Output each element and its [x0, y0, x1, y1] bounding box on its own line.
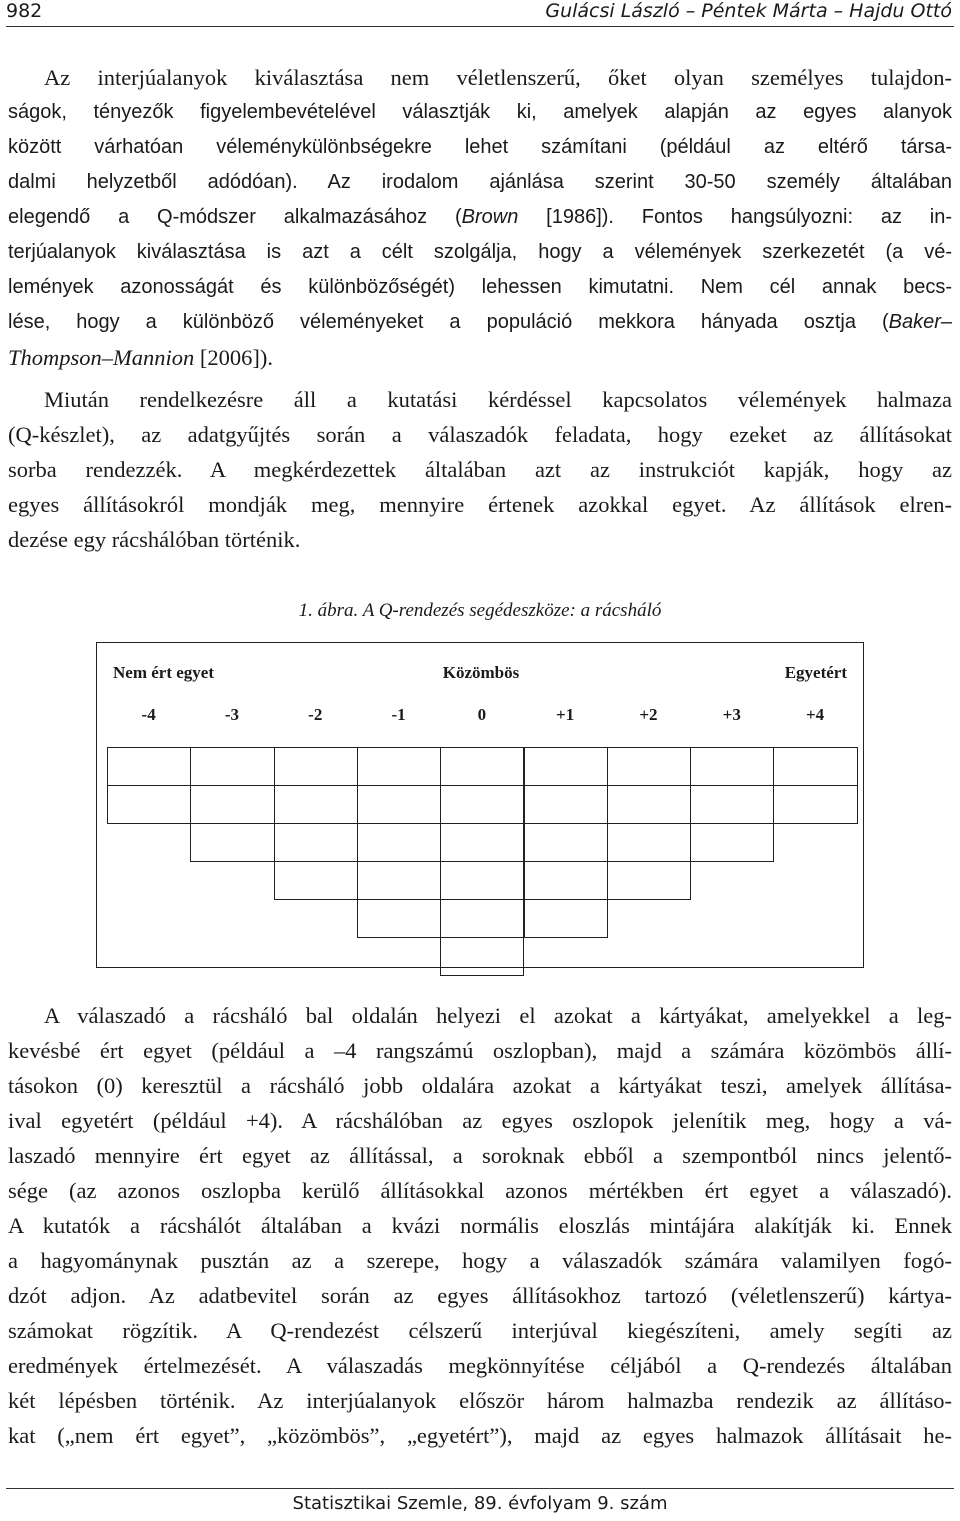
text-line: egyes állításokról mondják meg, mennyire értenek azokkal egyet. Az állítások elren-	[8, 492, 952, 517]
scale-value: +3	[722, 705, 741, 724]
journal-footer: Statisztikai Szemle, 89. évfolyam 9. szám	[292, 1493, 668, 1514]
grid-cell	[440, 823, 524, 862]
text-fragment: [2006]).	[194, 345, 273, 370]
grid-cell	[524, 899, 608, 938]
text-line: ival egyetért (például +4). A rácshálóban az egyes oszlopok jelenítik meg, hogy a vá-	[8, 1108, 952, 1133]
paragraph-1	[8, 60, 952, 375]
grid-cell	[607, 747, 691, 786]
scale-value: 0	[477, 705, 487, 724]
grid-cell	[357, 747, 441, 786]
grid-cell	[440, 937, 524, 976]
grid-cell	[357, 861, 441, 900]
grid-cell	[440, 785, 524, 824]
figure-caption: 1. ábra. A Q-rendezés segédeszköze: a rácsháló	[298, 600, 662, 621]
text-line: Az interjúalanyok kiválasztása nem véletlenszerű, őket olyan személyes tulajdon-	[44, 65, 952, 90]
text-line: A válaszadó a rácsháló bal oldalán helyezi el azokat a kártyákat, amelyekkel a leg-	[44, 1003, 952, 1028]
grid-cell	[357, 785, 441, 824]
grid-cell	[524, 861, 608, 900]
text-line: dzót adjon. Az adatbevitel során az egyes állításokhoz tartozó (véletlenszerű) kártya-	[8, 1283, 952, 1308]
scale-value: -2	[308, 705, 323, 724]
grid-cell	[107, 785, 191, 824]
grid-cell	[107, 747, 191, 786]
text-line	[8, 200, 952, 235]
text-line: Miután rendelkezésre áll a kutatási kérdéssel kapcsolatos vélemények halmaza	[44, 387, 952, 412]
grid-cell	[690, 785, 774, 824]
grid-cell	[440, 747, 524, 786]
grid-cell	[440, 861, 524, 900]
grid-cell	[190, 747, 274, 786]
grid-cell	[524, 823, 608, 862]
grid-cell	[274, 861, 358, 900]
q-sort-grid-figure	[96, 642, 864, 968]
text-line: dalmi helyzetből adódóan). Az irodalom ajánlása szerint 30-50 személy általában	[8, 171, 952, 193]
text-line: dezése egy rácshálóban történik.	[8, 527, 301, 552]
header-divider	[6, 26, 954, 27]
text-line	[8, 340, 952, 375]
citation-author: Baker–	[888, 311, 952, 333]
grid-cell	[773, 747, 857, 786]
text-line: két lépésben történik. Az interjúalanyok először három halmazba rendezik az állításo-	[8, 1388, 952, 1413]
text-line: sorba rendezzék. A megkérdezettek általában azt az instrukciót kapják, hogy az	[8, 457, 952, 482]
scale-value: +1	[556, 705, 575, 724]
text-fragment: [1986]). Fontos hangsúlyozni: az in-	[518, 206, 952, 228]
grid-cell	[440, 899, 524, 938]
grid-cell	[274, 747, 358, 786]
grid-cell	[190, 823, 274, 862]
grid-cell	[357, 899, 441, 938]
text-line: lemények azonosságát és különbözőségét) lehessen kimutatni. Nem cél annak becs-	[8, 276, 952, 298]
text-line: ságok, tényezők figyelembevételével választják ki, amelyek alapján az egyes alanyok	[8, 101, 952, 123]
grid-cell	[524, 747, 608, 786]
grid-cell	[607, 785, 691, 824]
scale-value: +4	[805, 705, 825, 724]
text-line: A kutatók a rácshálót általában a kvázi normális eloszlás mintájára alakítják ki. Ennek	[8, 1213, 952, 1238]
grid-cell	[690, 823, 774, 862]
page-number: 982	[6, 0, 43, 22]
grid-cell	[524, 785, 608, 824]
grid-cell	[773, 785, 857, 824]
scale-value: -4	[141, 705, 156, 724]
text-line: terjúalanyok kiválasztása is azt a célt szolgálja, hogy a vélemények szerkezetét (a vé-	[8, 241, 952, 263]
label-neutral: Közömbös	[442, 663, 520, 682]
scale-value: -3	[224, 705, 240, 724]
text-line: között várhatóan véleménykülönbségekre lehet számítani (például az eltérő társa-	[8, 136, 952, 158]
grid-cell	[274, 823, 358, 862]
text-line: tásokon (0) keresztül a rácsháló jobb oldalára azokat a kártyákat teszi, amelyek állítása-	[8, 1073, 952, 1098]
grid-cell	[357, 823, 441, 862]
text-line: kat („nem ért egyet”, „közömbös”, „egyetért”), majd az egyes halmazok állításait he-	[8, 1423, 952, 1448]
scale-value: -1	[391, 705, 406, 724]
text-line: kevésbé ért egyet (például a –4 rangszámú oszlopban), majd a számára közömbös állí-	[8, 1038, 952, 1063]
running-header-authors: Gulácsi László – Péntek Márta – Hajdu Ottó	[545, 0, 952, 22]
grid-cell	[690, 747, 774, 786]
text-line: laszadó mennyire ért egyet az állítással, a soroknak ebből a szempontból nincs jelentő-	[8, 1143, 952, 1168]
grid-cell	[607, 861, 691, 900]
grid-cell	[274, 785, 358, 824]
footer-divider	[6, 1488, 954, 1489]
text-line	[8, 305, 952, 340]
paragraph-2	[8, 382, 952, 557]
label-agree: Egyetért	[784, 663, 847, 682]
citation-author: Thompson–Mannion	[8, 345, 195, 370]
text-line: sége (az azonos oszlopba kerülő állításokkal azonos mértékben ért egyet a válaszadó).	[8, 1178, 952, 1203]
text-line: a hagyománynak pusztán az a szerepe, hogy a válaszadók számára valamilyen fogó-	[8, 1248, 952, 1273]
text-line: számokat rögzítik. A Q-rendezést célszerű interjúval kiegészíteni, amely segíti az	[8, 1318, 952, 1343]
text-fragment: elegendő a Q-módszer alkalmazásához (	[8, 206, 462, 228]
paragraph-3	[8, 998, 952, 1453]
label-disagree: Nem ért egyet	[113, 663, 214, 682]
text-line: (Q-készlet), az adatgyűjtés során a válaszadók feladata, hogy ezeket az állításokat	[8, 422, 952, 447]
grid-cell	[607, 823, 691, 862]
scale-value: +2	[639, 705, 658, 724]
grid-cell	[190, 785, 274, 824]
text-fragment: lése, hogy a különböző véleményeket a populáció mekkora hányada osztja (	[8, 311, 889, 333]
text-line: eredmények értelmezését. A válaszadás megkönnyítése céljából a Q-rendezés általában	[8, 1353, 952, 1378]
citation-author: Brown	[461, 206, 519, 228]
